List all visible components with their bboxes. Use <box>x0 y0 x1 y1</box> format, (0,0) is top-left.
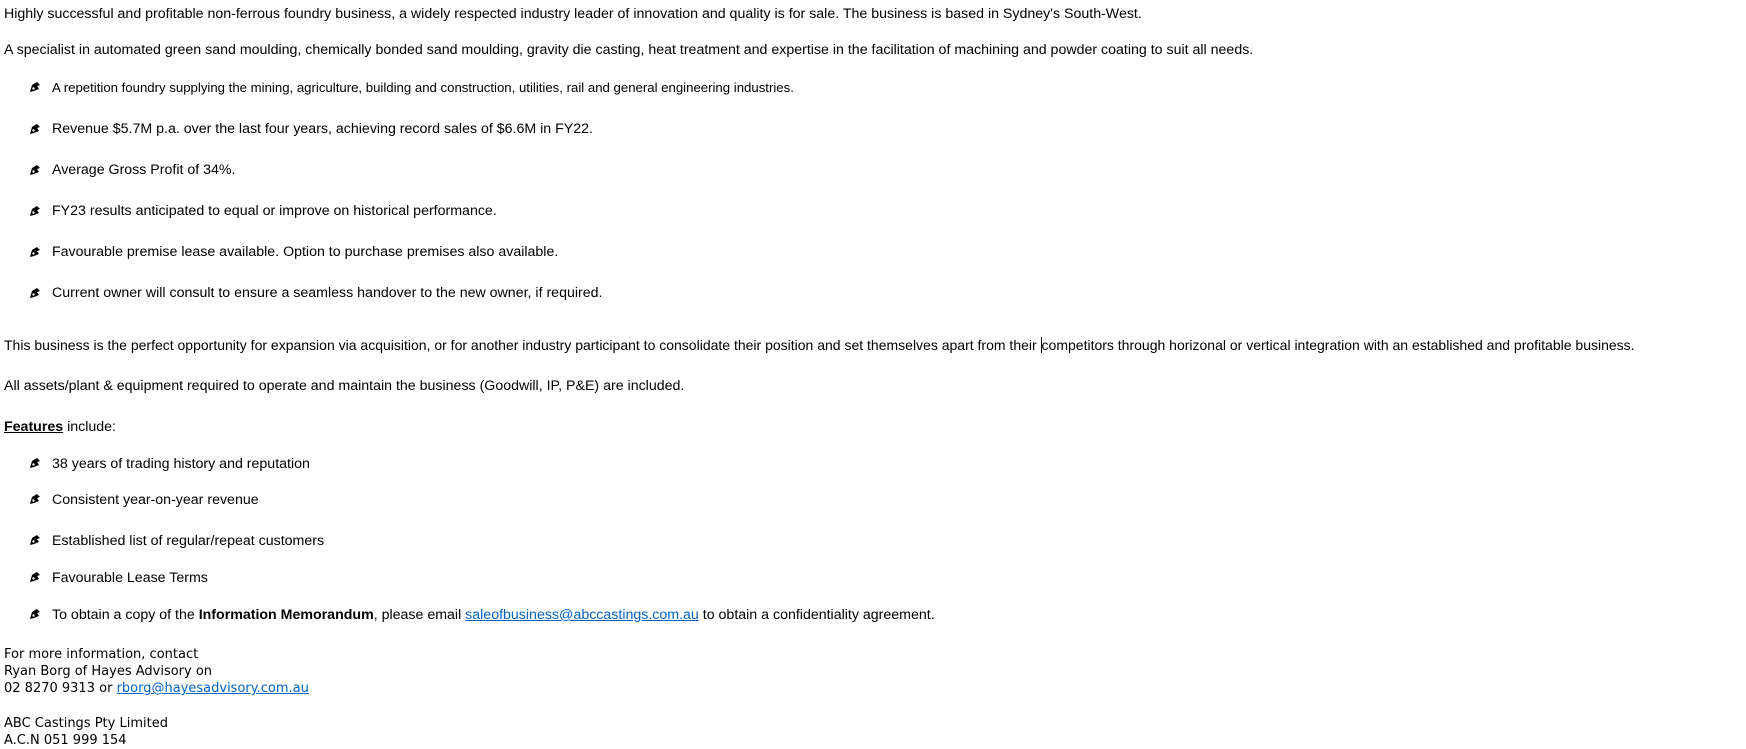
intro-paragraph-2: A specialist in automated green sand moulding, chemically bonded sand moulding, gravity die casting, heat treatment and expertise in the facilitation of machining and powder coating to suit all needs. <box>4 42 1254 58</box>
memorandum-item <box>52 606 935 624</box>
bullet-icon <box>28 492 42 506</box>
memorandum-suffix: to obtain a confidentiality agreement. <box>698 607 935 623</box>
bullet-icon <box>28 80 42 94</box>
company-acn: A.C.N 051 999 154 <box>4 733 127 748</box>
feature-item: Established list of regular/repeat customers <box>52 533 325 549</box>
assets-paragraph: All assets/plant & equipment required to operate and maintain the business (Goodwill, IP, P&E) are included. <box>4 378 685 394</box>
opportunity-paragraph[interactable] <box>4 336 1635 354</box>
contact-email-link[interactable]: rborg@hayesadvisory.com.au <box>116 681 309 696</box>
intro-paragraph-1: Highly successful and profitable non-ferrous foundry business, a widely respected industry leader of innovation and quality is for sale. The business is based in Sydney's South-West. <box>4 6 1142 22</box>
feature-item: Consistent year-on-year revenue <box>52 492 259 508</box>
company-name: ABC Castings Pty Limited <box>4 716 168 731</box>
features-heading <box>4 418 116 436</box>
opportunity-text-start: This business is the perfect opportunity for expansion via acquisition, or for another industry participant to consolidate their position and set themselves apart from their <box>4 337 1041 353</box>
bullet-icon <box>28 456 42 470</box>
bullet-icon <box>28 607 42 621</box>
bullet-icon <box>28 204 42 218</box>
highlight-item: Favourable premise lease available. Option to purchase premises also available. <box>52 244 559 260</box>
bullet-icon <box>28 570 42 584</box>
memorandum-prefix: To obtain a copy of the <box>52 607 199 623</box>
opportunity-text-end: competitors through horizonal or vertical integration with an established and profitable business. <box>1041 337 1635 353</box>
highlight-item: Revenue $5.7M p.a. over the last four years, achieving record sales of $6.6M in FY22. <box>52 121 593 137</box>
feature-item: 38 years of trading history and reputation <box>52 456 310 472</box>
features-heading-bold: Features <box>4 419 64 435</box>
memorandum-middle: , please email <box>373 607 466 623</box>
bullet-icon <box>28 286 42 300</box>
contact-line-1: For more information, contact <box>4 647 199 662</box>
sale-email-link[interactable]: saleofbusiness@abccastings.com.au <box>465 607 699 623</box>
contact-line-3 <box>4 680 309 697</box>
features-heading-rest: include: <box>63 419 116 435</box>
highlight-item: FY23 results anticipated to equal or improve on historical performance. <box>52 203 497 219</box>
bullet-icon <box>28 533 42 547</box>
bullet-icon <box>28 245 42 259</box>
contact-line-2: Ryan Borg of Hayes Advisory on <box>4 664 213 679</box>
contact-or: or <box>94 681 117 696</box>
memorandum-bold: Information Memorandum <box>198 607 374 623</box>
highlight-item: A repetition foundry supplying the mining, agriculture, building and construction, utilities, rail and general engineering industries. <box>52 80 794 95</box>
highlight-item: Average Gross Profit of 34%. <box>52 162 236 178</box>
feature-item: Favourable Lease Terms <box>52 570 208 586</box>
bullet-icon <box>28 122 42 136</box>
highlight-item: Current owner will consult to ensure a seamless handover to the new owner, if required. <box>52 285 603 301</box>
contact-phone: 02 8270 9313 <box>4 681 95 696</box>
bullet-icon <box>28 163 42 177</box>
